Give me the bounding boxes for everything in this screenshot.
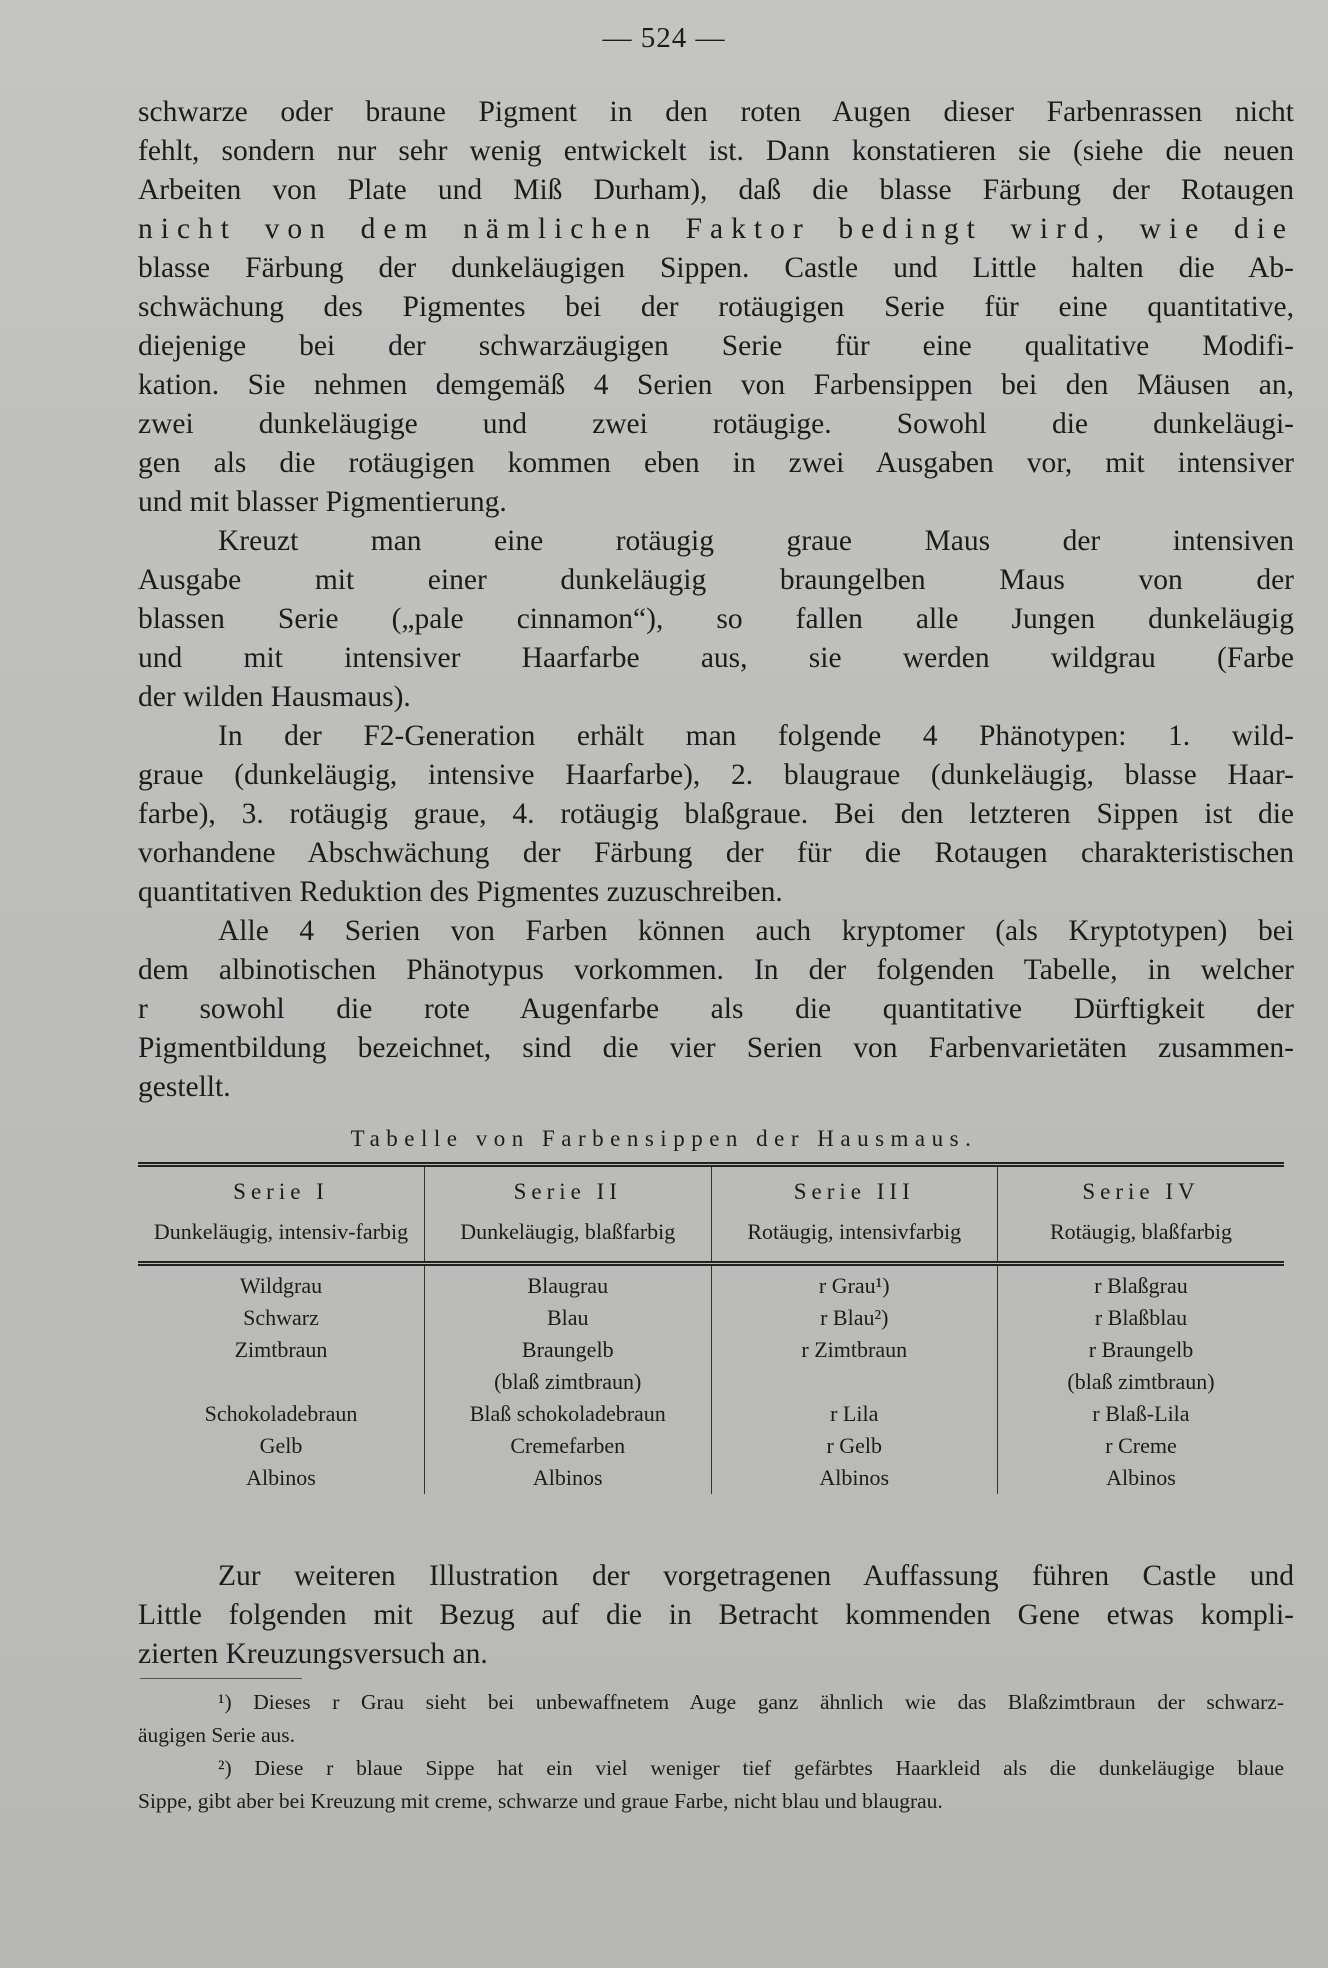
table-row: [138, 1366, 1284, 1398]
text-line: Little folgenden mit Bezug auf die in Betracht kommenden Gene etwas kompli-: [138, 1599, 1294, 1631]
footnote-line: Sippe, gibt aber bei Kreuzung mit creme, schwarze und graue Farbe, nicht blau und blaugrau.: [138, 1789, 943, 1813]
table-cell: r Gelb: [711, 1430, 998, 1462]
text-line: In der F2-Generation erhält man folgende 4 Phänotypen: 1. wild-: [218, 720, 1294, 752]
table-cell: Albinos: [711, 1462, 998, 1494]
table-cell: Cremefarben: [425, 1430, 712, 1462]
table-cell: Zimtbraun: [234, 1337, 328, 1362]
table-cell: r Creme: [998, 1430, 1285, 1462]
text-line: gen als die rotäugigen kommen eben in zwei Ausgaben vor, mit intensiver: [138, 447, 1294, 479]
text-line: Kreuzt man eine rotäugig graue Maus der intensiven: [218, 525, 1294, 557]
text-line: quantitativen Reduktion des Pigmentes zuzuschreiben.: [138, 876, 783, 908]
text-line: Alle 4 Serien von Farben können auch kryptomer (als Kryptotypen) bei: [218, 915, 1294, 947]
text-line: Arbeiten von Plate und Miß Durham), daß die blasse Färbung der Rotaugen: [138, 174, 1294, 206]
column-header: Serie III: [711, 1165, 998, 1208]
table-cell: [711, 1366, 998, 1398]
table-cell: Braungelb: [425, 1334, 712, 1366]
table-cell: (blaß zimtbraun): [998, 1366, 1285, 1398]
column-description: Rotäugig, intensivfarbig: [711, 1207, 998, 1264]
text-line: und mit blasser Pigmentierung.: [138, 486, 507, 518]
table-cell: r Blaß-Lila: [998, 1398, 1285, 1430]
column-header: Serie II: [425, 1165, 712, 1208]
table-row: [138, 1398, 1284, 1430]
text-line: farbe), 3. rotäugig graue, 4. rotäugig blaßgraue. Bei den letzteren Sippen ist die: [138, 798, 1294, 830]
text-line: blassen Serie („pale cinnamon“), so fallen alle Jungen dunkeläugig: [138, 603, 1294, 635]
text-line: schwächung des Pigmentes bei der rotäugigen Serie für eine quantitative,: [138, 291, 1294, 323]
text-line: gestellt.: [138, 1071, 231, 1103]
column-header: Serie IV: [998, 1165, 1285, 1208]
table-cell: Blau: [425, 1302, 712, 1334]
column-header: Serie I: [138, 1165, 425, 1208]
page-number: — 524 —: [602, 22, 726, 54]
table-cell: r Blaßgrau: [998, 1264, 1285, 1303]
table-caption: Tabelle von Farbensippen der Hausmaus.: [350, 1126, 978, 1151]
table-cell: Albinos: [246, 1465, 316, 1490]
column-description: Rotäugig, blaßfarbig: [998, 1207, 1285, 1264]
text-line: kation. Sie nehmen demgemäß 4 Serien von Farbensippen bei den Mäusen an,: [138, 369, 1294, 401]
footnote-divider: [140, 1678, 302, 1679]
table-cell: r Blaßblau: [998, 1302, 1285, 1334]
color-series-table: [138, 1162, 1284, 1494]
table-cell: Albinos: [998, 1462, 1285, 1494]
table-cell: [138, 1366, 425, 1398]
table-row: [138, 1462, 1284, 1494]
text-line: blasse Färbung der dunkeläugigen Sippen. Castle und Little halten die Ab-: [138, 252, 1294, 284]
table-row: [138, 1264, 1284, 1303]
table-cell: Schokoladebraun: [204, 1401, 358, 1426]
table-cell: r Zimtbraun: [711, 1334, 998, 1366]
table-cell: r Braungelb: [998, 1334, 1285, 1366]
table-cell: (blaß zimtbraun): [425, 1366, 712, 1398]
text-line: zwei dunkeläugige und zwei rotäugige. Sowohl die dunkeläugi-: [138, 408, 1294, 440]
text-line: fehlt, sondern nur sehr wenig entwickelt ist. Dann konstatieren sie (siehe die neuen: [138, 135, 1294, 167]
text-line: diejenige bei der schwarzäugigen Serie für eine qualitative Modifi-: [138, 330, 1294, 362]
table-cell: Gelb: [259, 1433, 303, 1458]
table-cell: Wildgrau: [239, 1273, 323, 1298]
table-cell: r Lila: [711, 1398, 998, 1430]
table-row: [138, 1302, 1284, 1334]
text-line: r sowohl die rote Augenfarbe als die quantitative Dürftigkeit der: [138, 993, 1294, 1025]
text-line: dem albinotischen Phänotypus vorkommen. In der folgenden Tabelle, in welcher: [138, 954, 1294, 986]
table-cell: Albinos: [425, 1462, 712, 1494]
column-description: Dunkeläugig, blaßfarbig: [425, 1207, 712, 1264]
table-cell: Blaugrau: [425, 1264, 712, 1303]
table-cell: r Blau²): [711, 1302, 998, 1334]
text-line: Pigmentbildung bezeichnet, sind die vier Serien von Farbenvarietäten zusammen-: [138, 1032, 1294, 1064]
text-line: nicht von dem nämlichen Faktor bedingt wird, wie die: [138, 213, 1294, 245]
text-line: und mit intensiver Haarfarbe aus, sie werden wildgrau (Farbe: [138, 642, 1294, 674]
footnote-line: ¹) Dieses r Grau sieht bei unbewaffnetem Auge ganz ähnlich wie das Blaßzimtbraun der schwarz-: [218, 1690, 1284, 1714]
text-line: zierten Kreuzungsversuch an.: [138, 1638, 488, 1670]
column-description: Dunkeläugig, intensiv-farbig: [138, 1207, 425, 1264]
table-row: [138, 1430, 1284, 1462]
text-line: graue (dunkeläugig, intensive Haarfarbe), 2. blaugraue (dunkeläugig, blasse Haar-: [138, 759, 1294, 791]
text-line: Ausgabe mit einer dunkeläugig braungelben Maus von der: [138, 564, 1294, 596]
text-line: der wilden Hausmaus).: [138, 681, 411, 713]
text-line: vorhandene Abschwächung der Färbung der für die Rotaugen charakteristischen: [138, 837, 1294, 869]
table-row: [138, 1334, 1284, 1366]
footnote-line: ²) Diese r blaue Sippe hat ein viel weniger tief gefärbtes Haarkleid als die dunkeläugige blaue: [218, 1756, 1284, 1780]
footnote-line: äugigen Serie aus.: [138, 1723, 296, 1747]
table-cell: r Grau¹): [711, 1264, 998, 1303]
table-cell: Schwarz: [243, 1305, 319, 1330]
text-line: Zur weiteren Illustration der vorgetragenen Auffassung führen Castle und: [218, 1560, 1294, 1592]
text-line: schwarze oder braune Pigment in den roten Augen dieser Farbenrassen nicht: [138, 96, 1294, 128]
table-cell: Blaß schokoladebraun: [425, 1398, 712, 1430]
